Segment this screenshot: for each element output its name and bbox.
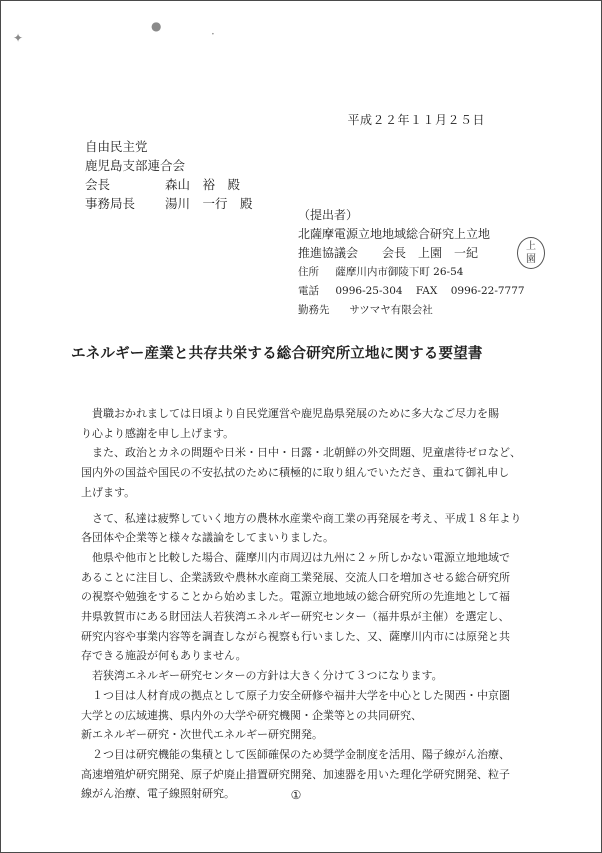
addressee-secretary xyxy=(85,194,253,213)
scan-mark: ✦ xyxy=(13,31,24,45)
text-line: 新エネルギー研究・次世代エネルギー研究開発。 xyxy=(81,728,323,742)
text-line: 高速増殖炉研究開発、原子炉廃止措置研究開発、加速器を用いた理化学研究開発、粒子 xyxy=(81,767,510,781)
paragraph-5 xyxy=(81,666,519,686)
sender-workplace xyxy=(298,301,525,320)
fax-label: FAX xyxy=(415,285,438,297)
text-line: の視察や勉強をすることから始めました。電源立地地域の総合研究所の先進地として福 xyxy=(81,590,510,604)
work-label: 勤務先 xyxy=(298,304,330,316)
work-value: サツマヤ有限会社 xyxy=(349,304,433,316)
document-title: エネルギー産業と共存共栄する総合研究所立地に関する要望書 xyxy=(71,345,483,362)
seal-text: 上 園 xyxy=(526,241,536,265)
addressee-block xyxy=(85,137,253,213)
text-line: 若狭湾エネルギー研究センターの方針は大きく分けて３つになります。 xyxy=(92,669,443,683)
address-label: 住所 xyxy=(298,266,319,278)
fax-value: 0996-22-7777 xyxy=(450,285,525,297)
addressee-role: 事務局長 xyxy=(85,196,136,211)
text-line: 研究内容や事業内容等を調査しながら視察も行いました、又、薩摩川内市には原発と共 xyxy=(81,629,510,643)
sender-heading: （提出者） xyxy=(298,208,359,222)
paragraph-6 xyxy=(81,686,519,745)
paragraph-4 xyxy=(81,548,519,666)
text-line: 他県や他市と比較した場合、薩摩川内市周辺は九州に２ヶ所しかない電源立地地域で xyxy=(92,550,510,564)
text-line: 上げます。 xyxy=(81,485,136,499)
paragraph-1 xyxy=(81,404,519,443)
text-line: 国内外の国益や国民の不安払拭のために積極的に取り組んでいただき、重ねて御礼申し xyxy=(81,466,510,480)
text-line: 各団体や企業等と様々な議論をしてまいりました。 xyxy=(81,531,334,545)
scan-mark: ● xyxy=(151,19,162,33)
addressee-role: 会長 xyxy=(85,177,111,192)
address-value: 薩摩川内市御陵下町 26-54 xyxy=(335,266,464,278)
page-number: ① xyxy=(290,788,302,802)
text-line: また、政治とカネの問題や日米・日中・日露・北朝鮮の外交問題、児童虐待ゼロなど、 xyxy=(92,446,521,460)
paragraph-3 xyxy=(81,509,522,548)
sender-phone xyxy=(298,282,525,301)
text-line: り心より感謝を申し上げます。 xyxy=(81,426,235,440)
document-body xyxy=(81,404,522,804)
text-line: 貴職おかれましては日頃より自民党運営や鹿児島県発展のために多大なご尽力を賜 xyxy=(92,407,499,420)
text-line: １つ目は人材育成の拠点として原子力安全研修や福井大学を中心とした関西・中京圏 xyxy=(92,688,510,702)
text-line: あることに注目し、企業誘致や農林水産商工業発展、交流人口を増加させる総合研究所 xyxy=(81,570,510,584)
sender-address xyxy=(298,263,525,282)
sender-block xyxy=(298,206,525,320)
sender-org: 北薩摩電源立地地域総合研究上立地 xyxy=(298,227,491,241)
text-line: 存できる施設が何もありません。 xyxy=(81,649,247,663)
document-date: 平成２２年１１月２５日 xyxy=(347,113,485,127)
text-line: 大学との広域連携、県内外の大学や研究機関・企業等との共同研究、 xyxy=(81,708,422,722)
tel-value: 0996-25-304 xyxy=(335,285,403,297)
personal-seal-stamp xyxy=(517,237,545,269)
addressee-name: 湯川 一行 殿 xyxy=(165,196,253,211)
text-line: さて、私達は疲弊していく地方の農林水産業や商工業の再発展を考え、平成１８年より xyxy=(92,511,522,525)
text-line: 井県敦賀市にある財団法人若狭湾エネルギー研究センター（福井県が主催）を選定し、 xyxy=(81,610,510,624)
addressee-branch: 鹿児島支部連合会 xyxy=(85,158,186,173)
text-line: ２つ目は研究機能の集積として医師確保のため奨学金制度を活用、陽子線がん治療、 xyxy=(92,747,510,761)
addressee-chair xyxy=(85,175,253,194)
tel-label: 電話 xyxy=(298,285,319,297)
addressee-name: 森山 裕 殿 xyxy=(165,177,241,192)
paragraph-2 xyxy=(81,443,519,502)
sender-org-chair: 推進協議会 会長 上園 一紀 xyxy=(298,246,479,260)
addressee-org: 自由民主党 xyxy=(85,139,148,154)
scan-mark: · xyxy=(211,27,215,41)
text-line: 線がん治療、電子線照射研究。 xyxy=(81,787,235,801)
